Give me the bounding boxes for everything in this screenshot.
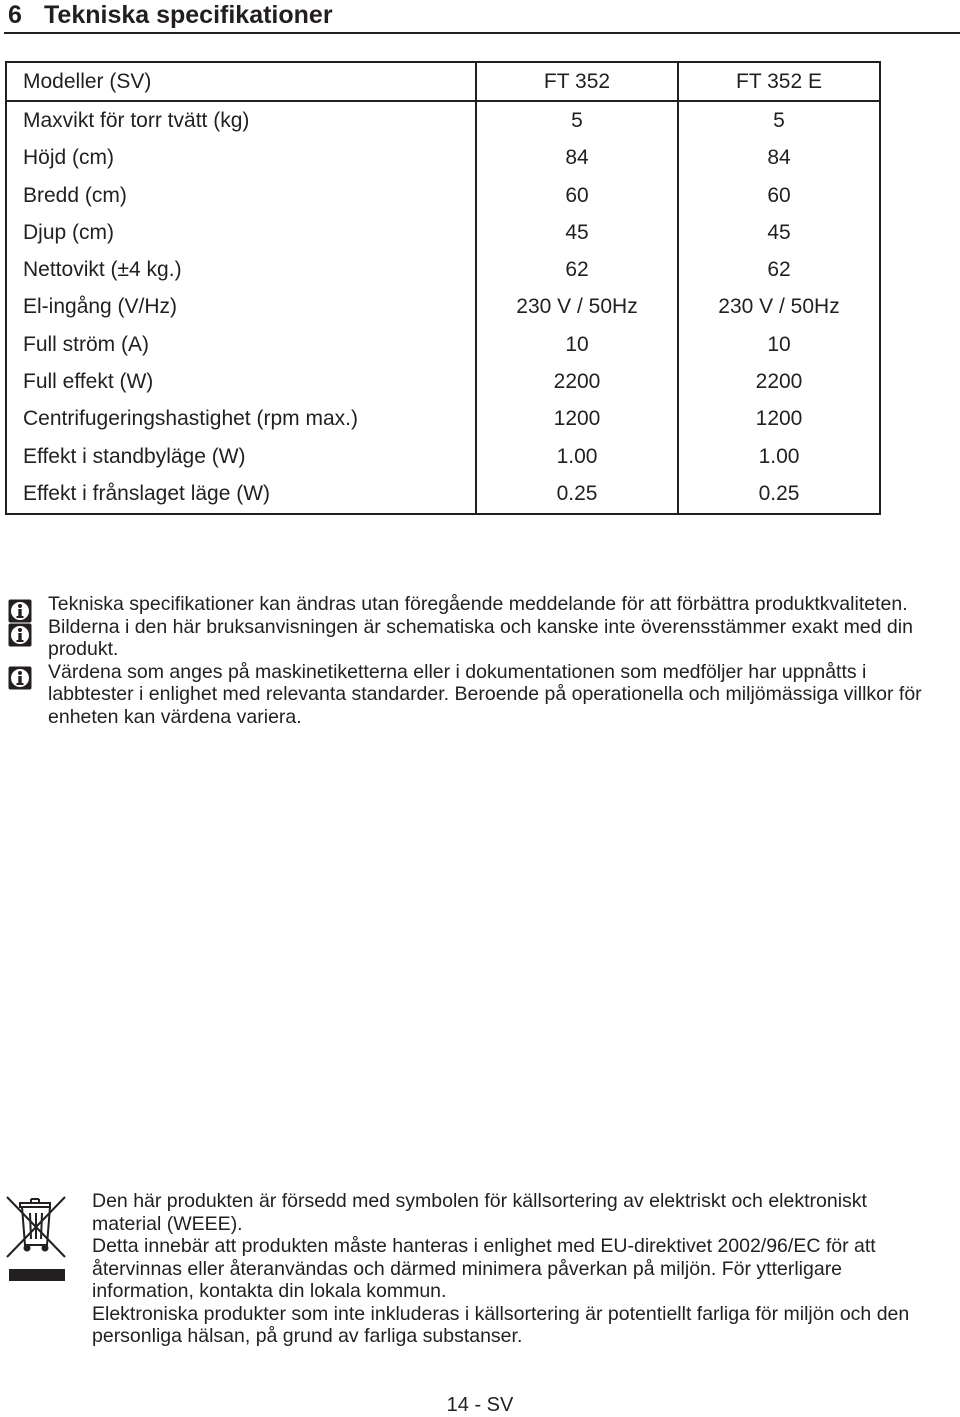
weee-text bbox=[92, 1190, 932, 1348]
spec-value: 60 bbox=[678, 177, 880, 214]
table-row bbox=[6, 251, 880, 288]
section-heading bbox=[4, 0, 960, 34]
model-column-header: FT 352 E bbox=[678, 62, 880, 101]
spec-value: 10 bbox=[678, 326, 880, 363]
spec-value: 45 bbox=[476, 214, 678, 251]
table-row bbox=[6, 363, 880, 400]
spec-value: 230 V / 50Hz bbox=[476, 289, 678, 326]
spec-label: Höjd (cm) bbox=[23, 146, 115, 170]
spec-value: 230 V / 50Hz bbox=[678, 289, 880, 326]
weee-paragraph: Detta innebär att produkten måste hanteras i enlighet med EU-direktivet 2002/96/EC för att återvinnas eller återanvändas och därmed minimera påverkan på miljön. För ytterligare information, kontakta din lokala kommun. bbox=[92, 1235, 876, 1302]
section-title: Tekniska specifikationer bbox=[44, 1, 333, 29]
spec-value: 62 bbox=[678, 251, 880, 288]
section-number: 6 bbox=[8, 1, 22, 29]
table-header-row bbox=[6, 62, 880, 101]
weee-paragraph: Elektroniska produkter som inte inkluderas i källsortering är potentiellt farliga för miljön och den personliga hälsan, på grund av farliga substanser. bbox=[92, 1302, 910, 1347]
table-row bbox=[6, 438, 880, 475]
spec-value: 45 bbox=[678, 214, 880, 251]
table-row bbox=[6, 289, 880, 326]
info-note: Tekniska specifikationer kan ändras utan föregående meddelande för att förbättra produktkvaliteten. bbox=[48, 593, 908, 615]
table-row bbox=[6, 101, 880, 139]
table-row bbox=[6, 214, 880, 251]
weee-paragraph: Den här produkten är försedd med symbolen för källsortering av elektriskt och elektroniskt material (WEEE). bbox=[92, 1190, 867, 1235]
spec-label: Maxvikt för torr tvätt (kg) bbox=[23, 108, 250, 132]
info-icon bbox=[7, 665, 33, 691]
spec-value: 5 bbox=[678, 101, 880, 139]
table-row bbox=[6, 140, 880, 177]
spec-label: Centrifugeringshastighet (rpm max.) bbox=[23, 407, 358, 431]
spec-table bbox=[5, 61, 881, 515]
spec-label: Bredd (cm) bbox=[23, 183, 127, 207]
table-row bbox=[6, 326, 880, 363]
table-row bbox=[6, 177, 880, 214]
info-note: Bilderna i den här bruksanvisningen är schematiska och kanske inte överensstämmer exakt med din produkt. bbox=[48, 615, 913, 660]
info-icon bbox=[7, 622, 33, 648]
spec-label: Full effekt (W) bbox=[23, 370, 154, 394]
info-icon bbox=[7, 598, 33, 624]
crossed-out-wheelie-bin-icon bbox=[5, 1193, 67, 1283]
spec-value: 60 bbox=[476, 177, 678, 214]
spec-label: El-ingång (V/Hz) bbox=[23, 295, 178, 319]
spec-value: 10 bbox=[476, 326, 678, 363]
spec-value: 1.00 bbox=[476, 438, 678, 475]
spec-value: 84 bbox=[678, 140, 880, 177]
model-column-header: FT 352 bbox=[476, 62, 678, 101]
spec-value: 2200 bbox=[678, 363, 880, 400]
table-row bbox=[6, 401, 880, 438]
header-label: Modeller (SV) bbox=[6, 62, 476, 101]
spec-label: Djup (cm) bbox=[23, 220, 115, 244]
spec-value: 2200 bbox=[476, 363, 678, 400]
spec-value: 1.00 bbox=[678, 438, 880, 475]
notes-text bbox=[48, 593, 948, 728]
spec-value: 0.25 bbox=[476, 475, 678, 513]
spec-value: 0.25 bbox=[678, 475, 880, 513]
spec-label: Effekt i frånslaget läge (W) bbox=[23, 481, 271, 505]
table-row bbox=[6, 475, 880, 513]
info-note: Värdena som anges på maskinetiketterna eller i dokumentationen som medföljer har uppnåtts i labbtester i enlighet med relevanta standarder. Beroende på operationella och miljömässiga villkor för enheten kan värdena variera. bbox=[48, 660, 922, 728]
spec-value: 84 bbox=[476, 140, 678, 177]
spec-value: 62 bbox=[476, 251, 678, 288]
spec-value: 1200 bbox=[678, 401, 880, 438]
spec-label: Full ström (A) bbox=[23, 332, 149, 356]
spec-label: Effekt i standbyläge (W) bbox=[23, 444, 246, 468]
spec-value: 1200 bbox=[476, 401, 678, 438]
page-number: 14 - SV bbox=[446, 1394, 514, 1416]
spec-label: Nettovikt (±4 kg.) bbox=[23, 258, 182, 282]
spec-value: 5 bbox=[476, 101, 678, 139]
